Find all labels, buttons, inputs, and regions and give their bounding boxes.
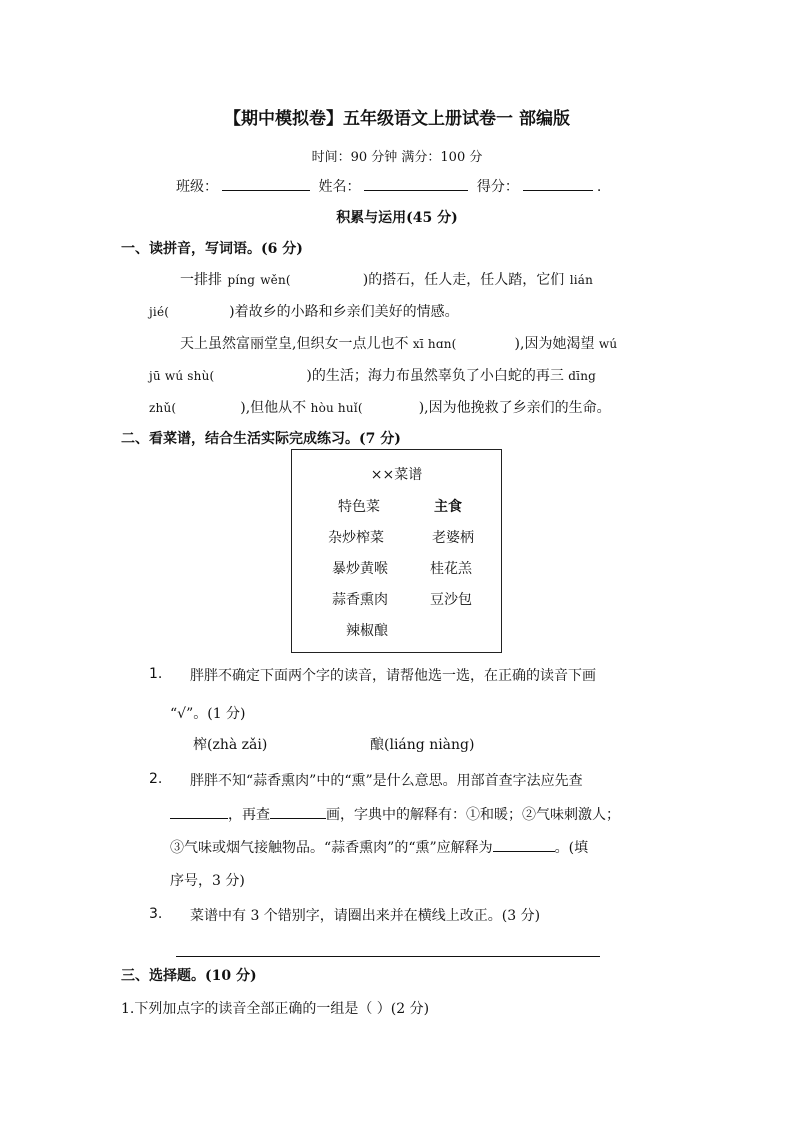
l3-text2: ),因为她渴望 — [514, 336, 599, 352]
q2-line3 — [170, 837, 588, 857]
student-info — [176, 176, 601, 196]
section1-heading: 一、读拼音，写词语。(6 分) — [121, 241, 303, 257]
section1-line5 — [149, 397, 611, 417]
q1-number: 1. — [149, 666, 163, 682]
menu-item: 豆沙包 — [430, 592, 472, 608]
q2-text: 胖胖不知“蒜香熏肉”中的“熏”是什么意思。用部首查字法应先查 — [190, 773, 583, 789]
menu-item: 暴炒黄喉 — [332, 561, 388, 577]
q1-option-zha[interactable]: 榨(zhà zǎi) — [193, 737, 268, 753]
section1-line1 — [180, 269, 593, 289]
menu-col2-header: 主食 — [434, 499, 462, 515]
radical-blank[interactable] — [170, 806, 228, 819]
stroke-blank[interactable] — [270, 806, 326, 819]
l1-text2: )的搭石，任人走，任人踏，它们 — [362, 272, 570, 288]
q1-option-niang[interactable]: 酿(liáng niàng) — [370, 737, 475, 753]
section1-line3 — [180, 333, 617, 353]
menu-item: 杂炒榨菜 — [328, 530, 384, 546]
l3-pinyin2: wú — [598, 337, 618, 351]
q2-line2 — [170, 804, 620, 824]
section1-line4 — [149, 365, 596, 385]
l5-text: ),但他从不 — [240, 400, 311, 416]
section3-heading: 三、选择题。(10 分) — [121, 968, 257, 984]
l1-pinyin: píng wěn( — [227, 273, 291, 287]
l1-text: 一排排 — [180, 272, 228, 288]
section3-q1: 1.下列加点字的读音全部正确的一组是（ ）(2 分) — [121, 1001, 430, 1017]
l5-pinyin2: hòu huǐ( — [310, 401, 363, 415]
q1-text2: “√”。(1 分) — [170, 706, 246, 722]
q3-number: 3. — [149, 906, 163, 922]
q3-answer-line[interactable] — [176, 956, 600, 957]
q2-l3-a: ③气味或烟气接触物品。“蒜香熏肉”的“熏”应解释为 — [170, 840, 493, 856]
q2-number: 2. — [149, 771, 163, 787]
q3-text: 菜谱中有 3 个错别字，请圈出来并在横线上改正。(3 分) — [190, 908, 541, 924]
menu-item: 辣椒酿 — [346, 623, 388, 639]
l4-pinyin: jū wú shù( — [149, 369, 215, 383]
menu-item: 桂花羔 — [430, 561, 472, 577]
section2-heading: 二、看菜谱，结合生活实际完成练习。(7 分) — [121, 431, 401, 447]
name-field[interactable] — [364, 178, 468, 191]
l3-text: 天上虽然富丽堂皇,但织女一点儿也不 — [180, 336, 413, 352]
class-field[interactable] — [222, 178, 310, 191]
l5-text2: ),因为他挽救了乡亲们的生命。 — [418, 400, 611, 416]
menu-col1-header: 特色菜 — [338, 499, 380, 515]
menu-item: 老婆柄 — [432, 530, 474, 546]
q2-l2-a: ，再查 — [228, 807, 270, 823]
menu-title: ××菜谱 — [370, 467, 423, 483]
info-trail: . — [596, 179, 602, 195]
score-field[interactable] — [523, 178, 593, 191]
name-label: 姓名： — [318, 179, 361, 195]
part-title: 积累与运用(45 分) — [336, 210, 458, 226]
l4-text: )的生活；海力布虽然辜负了小白蛇的再三 — [306, 368, 569, 384]
l5-pinyin: zhǔ( — [149, 401, 177, 415]
q2-line4: 序号，3 分) — [170, 873, 245, 889]
menu-box — [291, 449, 502, 653]
l3-pinyin: xī hɑn( — [412, 337, 457, 351]
q2-l2-b: 画，字典中的解释有：①和暖；②气味刺激人； — [326, 807, 620, 823]
l1-pinyin2: lián — [569, 273, 594, 287]
q1-text: 胖胖不确定下面两个字的读音，请帮他选一选，在正确的读音下画 — [190, 668, 596, 684]
class-label: 班级： — [176, 179, 218, 195]
q2-l3-b: 。(填 — [554, 840, 589, 856]
l2-text: )着故乡的小路和乡亲们美好的情感。 — [229, 304, 459, 320]
l2-pinyin: jié( — [149, 305, 170, 319]
meaning-blank[interactable] — [493, 839, 555, 852]
section1-line2 — [149, 301, 459, 321]
exam-meta: 时间：90 分钟 满分：100 分 — [311, 150, 483, 165]
menu-item: 蒜香熏肉 — [332, 592, 388, 608]
exam-title: 【期中模拟卷】五年级语文上册试卷一 部编版 — [224, 109, 570, 129]
l4-pinyin2: dīng — [568, 369, 597, 383]
score-label: 得分： — [476, 179, 519, 195]
